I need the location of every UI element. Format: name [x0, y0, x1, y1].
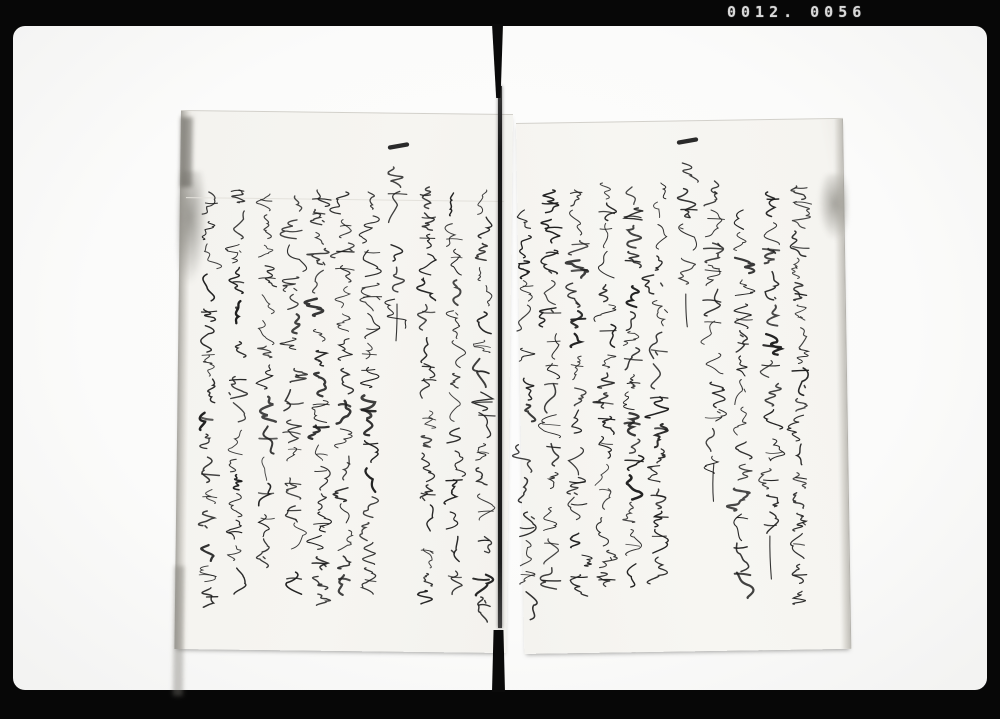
book-gutter [498, 86, 502, 628]
ink-stain [173, 566, 185, 696]
binding-tab-bottom [492, 630, 505, 692]
frame-counter-frame: 0056 [810, 3, 867, 21]
page-right [516, 118, 851, 654]
frame-counter-reel: 0012. [727, 3, 798, 21]
ink-stain [180, 117, 193, 187]
page-crease [186, 197, 504, 202]
page-left [174, 110, 513, 653]
frame-counter [727, 3, 866, 21]
ink-stain [177, 171, 208, 286]
ink-stain [818, 174, 849, 240]
